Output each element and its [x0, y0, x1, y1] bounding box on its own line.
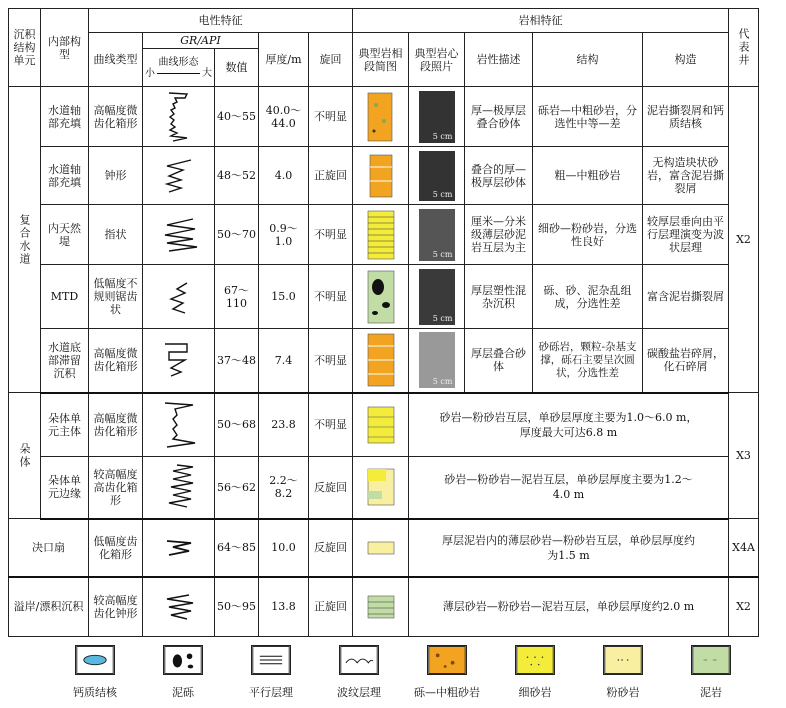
row9-gr-curve [167, 595, 193, 619]
row3-curve: 指状 [89, 205, 143, 265]
row1-gr-curve [169, 93, 187, 141]
row4-curve-shape [143, 265, 215, 329]
unit-composite-channel-text: 复合水道 [18, 213, 31, 266]
row4-thickness: 15.0 [259, 265, 309, 329]
row5-curve: 高幅度微齿化箱形 [89, 329, 143, 393]
header-well [729, 9, 759, 87]
row2-core-photo [419, 151, 455, 201]
row4-curve: 低幅度不规则锯齿状 [89, 265, 143, 329]
row1-inner: 水道轴部充填 [41, 87, 89, 147]
fine-sandstone-swatch [515, 645, 555, 675]
row5-lith: 厚层叠合砂体 [465, 329, 533, 393]
legend-item-nodule [60, 645, 130, 700]
row3-lith: 厘米—分米级薄层砂泥岩互层为主 [465, 205, 533, 265]
scale-line [157, 73, 200, 74]
row1-texture: 砾岩—中粗砂岩，分选性中等—差 [533, 87, 643, 147]
row2-value: 48～52 [215, 147, 259, 205]
row2-lith: 叠合的厚—极厚层砂体 [465, 147, 533, 205]
row1-structure: 泥岩撕裂屑和钙质结核 [643, 87, 729, 147]
row1-core [409, 87, 465, 147]
row4-structure: 富含泥岩撕裂屑 [643, 265, 729, 329]
row6-curve: 高幅度微齿化箱形 [89, 393, 143, 457]
lithofacies-table [8, 8, 759, 637]
row5-scale: 5 cm [432, 377, 453, 387]
scale-small: 小 [145, 67, 155, 79]
row1-curve: 高幅度微齿化箱形 [89, 87, 143, 147]
row3-value: 50～70 [215, 205, 259, 265]
row7-section [353, 457, 409, 519]
mudstone-swatch [691, 645, 731, 675]
legend-label-gravel: 砾—中粗砂岩 [414, 686, 480, 699]
unit-composite-channel [9, 87, 41, 393]
row3-scale: 5 cm [432, 249, 453, 259]
row5-texture: 砂砾岩，颗粒-杂基支撑，砾石主要呈次圆状，分选性差 [533, 329, 643, 393]
row2-texture: 粗—中粗砂岩 [533, 147, 643, 205]
row9-thickness: 13.8 [259, 577, 309, 637]
parallel-bedding-icon [251, 645, 291, 675]
row6-cycle: 不明显 [309, 393, 353, 457]
row6-section [353, 393, 409, 457]
ripple-bedding-icon [339, 645, 379, 675]
row5-section [353, 329, 409, 393]
unit-lobe-text: 朵体 [18, 442, 31, 469]
row9-value: 50～95 [215, 577, 259, 637]
row7-cycle: 反旋回 [309, 457, 353, 519]
row4-core-photo [419, 269, 455, 325]
row4-value: 67～110 [215, 265, 259, 329]
header-curve-type: 曲线类型 [89, 33, 143, 87]
row2-scale: 5 cm [432, 189, 453, 199]
row2-curve-shape [143, 147, 215, 205]
header-electric: 电性特征 [89, 9, 353, 33]
row5-core-photo [419, 332, 455, 388]
row7-curve-shape [143, 457, 215, 519]
row6-thickness: 23.8 [259, 393, 309, 457]
row2-gr-curve [167, 160, 191, 192]
row6-inner: 朵体单元主体 [41, 393, 89, 457]
well-x3: X3 [729, 393, 759, 519]
row7-desc: 砂岩—粉砂岩—泥岩互层，单砂层厚度主要为1.2～4.0 m [409, 457, 729, 519]
header-texture: 结构 [533, 33, 643, 87]
legend-item-parallel [236, 645, 306, 700]
header-curve-shape: 曲线形态 [158, 56, 199, 68]
row4-section [353, 265, 409, 329]
row8-thickness: 10.0 [259, 519, 309, 577]
legend-item-ripple [324, 645, 394, 700]
row7-gr-curve [169, 465, 193, 507]
calcareous-nodule-icon [75, 645, 115, 675]
header-unit: 沉积结构单元 [9, 9, 41, 87]
row4-scale: 5 cm [432, 313, 453, 323]
row8-unit: 决口扇 [9, 519, 89, 577]
row8-value: 64～85 [215, 519, 259, 577]
well-x2b: X2 [729, 577, 759, 637]
row1-cycle: 不明显 [309, 87, 353, 147]
row1-thickness: 40.0～44.0 [259, 87, 309, 147]
row5-gr-curve [165, 344, 187, 376]
row9-section [353, 577, 409, 637]
header-well-text: 代表井 [737, 28, 750, 67]
row4-section-mud [368, 271, 394, 323]
row5-structure: 碳酸盐岩碎屑，化石碎屑 [643, 329, 729, 393]
row3-curve-shape [143, 205, 215, 265]
row4-core [409, 265, 465, 329]
row3-inner: 内天然堤 [41, 205, 89, 265]
row9-desc: 薄层砂岩—粉砂岩—泥岩互层，单砂层厚度约2.0 m [409, 577, 729, 637]
header-structure: 构造 [643, 33, 729, 87]
row1-value: 40～55 [215, 87, 259, 147]
row5-core [409, 329, 465, 393]
row2-core [409, 147, 465, 205]
row3-thickness: 0.9～1.0 [259, 205, 309, 265]
row1-section [353, 87, 409, 147]
row1-section-gravel [368, 93, 392, 141]
legend-label-mud: 泥岩 [700, 686, 722, 699]
row4-cycle: 不明显 [309, 265, 353, 329]
row4-texture: 砾、砂、泥杂乱组成，分选性差 [533, 265, 643, 329]
legend-label-nodule: 钙质结核 [73, 686, 117, 699]
row1-core-photo [419, 91, 455, 143]
header-cycle: 旋回 [309, 33, 353, 87]
row5-value: 37～48 [215, 329, 259, 393]
header-value: 数值 [215, 49, 259, 87]
unit-lobe [9, 393, 41, 519]
gravel-sandstone-swatch [427, 645, 467, 675]
row9-curve-shape [143, 577, 215, 637]
legend-label-fine-sand: 细砂岩 [518, 686, 552, 699]
row2-section-gravel [370, 155, 392, 197]
row2-curve: 钟形 [89, 147, 143, 205]
row6-gr-curve [165, 403, 195, 447]
header-lithofacies: 岩相特征 [353, 9, 729, 33]
row9-curve: 较高幅度齿化钟形 [89, 577, 143, 637]
row3-core [409, 205, 465, 265]
well-x2: X2 [729, 87, 759, 393]
well-x4a: X4A [729, 519, 759, 577]
row6-curve-shape [143, 393, 215, 457]
row4-inner: MTD [41, 265, 89, 329]
scale-bar [145, 68, 212, 79]
row3-texture: 细砂—粉砂岩，分选性良好 [533, 205, 643, 265]
row5-curve-shape [143, 329, 215, 393]
row6-desc: 砂岩—粉砂岩互层，单砂层厚度主要为1.0～6.0 m，厚度最大可达6.8 m [409, 393, 729, 457]
siltstone-swatch [603, 645, 643, 675]
legend-item-silt [588, 645, 658, 700]
row7-curve: 较高幅度高齿化箱形 [89, 457, 143, 519]
row3-core-photo [419, 209, 455, 261]
header-section: 典型岩相段简图 [353, 33, 409, 87]
row8-gr-curve [167, 541, 191, 555]
mud-clast-icon [163, 645, 203, 675]
row1-lith: 厚—极厚层叠合砂体 [465, 87, 533, 147]
row2-section [353, 147, 409, 205]
row4-gr-curve [171, 283, 187, 313]
row8-section-silt [368, 542, 394, 554]
row3-section [353, 205, 409, 265]
legend-label-ripple: 波纹层理 [337, 686, 381, 699]
row2-cycle: 正旋回 [309, 147, 353, 205]
row8-curve-shape [143, 519, 215, 577]
header-inner: 内部构型 [41, 9, 89, 87]
row7-thickness: 2.2～8.2 [259, 457, 309, 519]
header-curve-shape-cell [143, 49, 215, 87]
header-gr: GR/API [143, 33, 259, 49]
row1-scale: 5 cm [432, 131, 453, 141]
legend-item-gravel [412, 645, 482, 700]
row8-cycle: 反旋回 [309, 519, 353, 577]
scale-big: 大 [202, 67, 212, 79]
row9-cycle: 正旋回 [309, 577, 353, 637]
legend-label-silt: 粉砂岩 [606, 686, 640, 699]
row9-unit: 溢岸/漂积沉积 [9, 577, 89, 637]
row6-section-sand [368, 407, 394, 443]
row7-value: 56～62 [215, 457, 259, 519]
row9-section-mud [368, 596, 394, 618]
legend [60, 645, 760, 705]
row4-lith: 厚层塑性混杂沉积 [465, 265, 533, 329]
row6-value: 50～68 [215, 393, 259, 457]
row2-inner: 水道轴部充填 [41, 147, 89, 205]
row8-desc: 厚层泥岩内的薄层砂岩—粉砂岩互层，单砂层厚度约为1.5 m [409, 519, 729, 577]
row2-thickness: 4.0 [259, 147, 309, 205]
row3-cycle: 不明显 [309, 205, 353, 265]
legend-label-parallel: 平行层理 [249, 686, 293, 699]
row1-curve-shape [143, 87, 215, 147]
header-core: 典型岩心段照片 [409, 33, 465, 87]
row2-structure: 无构造块状砂岩，富含泥岩撕裂屑 [643, 147, 729, 205]
row5-cycle: 不明显 [309, 329, 353, 393]
legend-item-fine-sand [500, 645, 570, 700]
lithofacies-table-wrapper [8, 8, 759, 637]
legend-item-mud-clast [148, 645, 218, 700]
row5-thickness: 7.4 [259, 329, 309, 393]
header-lith: 岩性描述 [465, 33, 533, 87]
row7-inner: 朵体单元边缘 [41, 457, 89, 519]
row3-structure: 较厚层垂向由平行层理演变为波状层理 [643, 205, 729, 265]
header-thickness: 厚度/m [259, 33, 309, 87]
legend-item-mud [676, 645, 746, 700]
row8-curve: 低幅度齿化箱形 [89, 519, 143, 577]
legend-label-mud-clast: 泥砾 [172, 686, 194, 699]
row3-gr-curve [165, 219, 197, 251]
row5-inner: 水道底部滞留沉积 [41, 329, 89, 393]
row8-section [353, 519, 409, 577]
